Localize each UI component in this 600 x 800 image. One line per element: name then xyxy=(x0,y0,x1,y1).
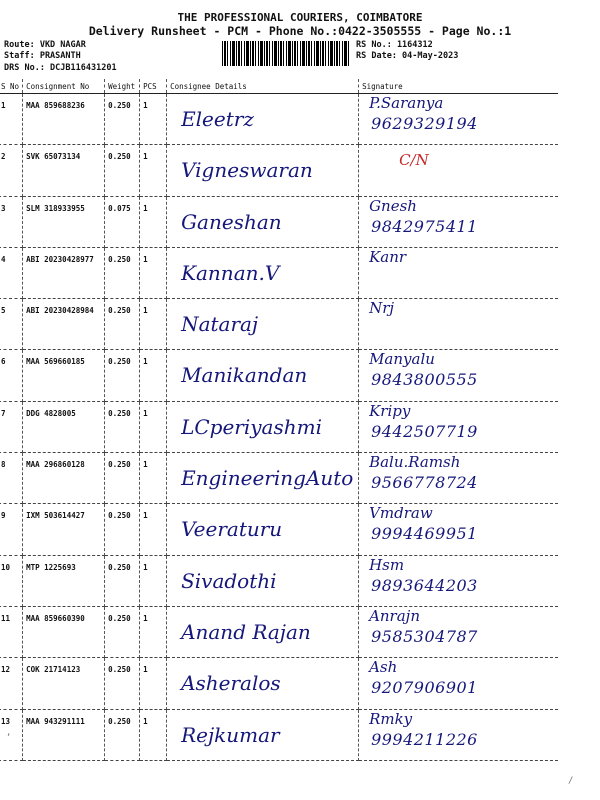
signature-phone: 9994469951 xyxy=(371,524,478,544)
row-sno: 8 xyxy=(0,453,23,504)
row-consignee-cell xyxy=(167,350,359,401)
row-sno: 3 xyxy=(0,196,23,247)
signature-phone: 9893644203 xyxy=(371,575,478,595)
row-consignment-no: SVK 65073134 xyxy=(23,145,105,196)
signature-phone: 9585304787 xyxy=(371,626,478,646)
runsheet-table xyxy=(0,79,558,761)
row-consignee-cell xyxy=(167,145,359,196)
table-row xyxy=(0,555,558,606)
row-consignee-cell xyxy=(167,94,359,145)
drs-number: DRS No.: DCJB116431201 xyxy=(4,63,117,73)
row-consignment-no: IXM 503614427 xyxy=(23,504,105,555)
row-sno: 7 xyxy=(0,401,23,452)
row-consignee-cell xyxy=(167,401,359,452)
row-signature-cell xyxy=(359,247,558,298)
consignee-handwriting: Veeraturu xyxy=(181,517,283,542)
row-signature-cell xyxy=(359,299,558,350)
row-weight: 0.250 xyxy=(105,658,140,709)
row-pcs: 1 xyxy=(140,658,167,709)
row-consignment-no: MAA 859660390 xyxy=(23,606,105,657)
row-pcs: 1 xyxy=(140,606,167,657)
row-signature-cell xyxy=(359,94,558,145)
table-row xyxy=(0,145,558,196)
row-weight: 0.250 xyxy=(105,555,140,606)
row-pcs: 1 xyxy=(140,299,167,350)
row-weight: 0.075 xyxy=(105,196,140,247)
row-weight: 0.250 xyxy=(105,94,140,145)
row-consignment-no: ABI 20230428977 xyxy=(23,247,105,298)
signature-handwriting: Vmdraw xyxy=(369,504,433,523)
consignee-handwriting: Sivadothi xyxy=(181,568,277,593)
row-weight: 0.250 xyxy=(105,145,140,196)
row-weight: 0.250 xyxy=(105,401,140,452)
table-row xyxy=(0,196,558,247)
row-consignment-no: COK 21714123 xyxy=(23,658,105,709)
row-consignment-no: DDG 4828005 xyxy=(23,401,105,452)
row-sno: 2 xyxy=(0,145,23,196)
signature-phone: 9442507719 xyxy=(371,421,478,441)
row-consignment-no: SLM 318933955 xyxy=(23,196,105,247)
row-signature-cell xyxy=(359,401,558,452)
barcode xyxy=(222,41,350,66)
table-row xyxy=(0,658,558,709)
row-pcs: 1 xyxy=(140,453,167,504)
signature-phone: 9207906901 xyxy=(371,678,478,698)
signature-handwriting: Manyalu xyxy=(369,350,435,369)
signature-phone: 9629329194 xyxy=(371,114,478,133)
col-sno: S No xyxy=(0,79,23,94)
row-signature-cell xyxy=(359,658,558,709)
row-weight: 0.250 xyxy=(105,606,140,657)
row-consignee-cell xyxy=(167,658,359,709)
row-consignment-no: MAA 569660185 xyxy=(23,350,105,401)
row-consignee-cell xyxy=(167,196,359,247)
table-row xyxy=(0,504,558,555)
table-row xyxy=(0,453,558,504)
row-signature-cell xyxy=(359,350,558,401)
col-consignee: Consignee Details xyxy=(167,79,359,94)
row-signature-cell xyxy=(359,606,558,657)
row-pcs: 1 xyxy=(140,401,167,452)
row-pcs: 1 xyxy=(140,145,167,196)
table-row xyxy=(0,350,558,401)
row-sno: 11 xyxy=(0,606,23,657)
row-sno: 6 xyxy=(0,350,23,401)
staff-label: Staff: PRASANTH xyxy=(4,51,81,61)
signature-handwriting: Balu.Ramsh xyxy=(369,453,461,472)
table-row xyxy=(0,709,558,760)
row-pcs: 1 xyxy=(140,196,167,247)
signature-phone: 9842975411 xyxy=(371,216,478,236)
col-weight: Weight xyxy=(105,79,140,94)
row-consignment-no: MAA 296860128 xyxy=(23,453,105,504)
row-pcs: 1 xyxy=(140,555,167,606)
consignee-handwriting: Nataraj xyxy=(181,312,259,337)
consignee-handwriting: Rejkumar xyxy=(181,722,280,747)
row-sno: 1 xyxy=(0,94,23,145)
row-consignment-no: MTP 1225693 xyxy=(23,555,105,606)
consignee-handwriting: EngineeringAuto xyxy=(181,466,354,491)
row-consignee-cell xyxy=(167,299,359,350)
row-sno: 10 xyxy=(0,555,23,606)
table-row xyxy=(0,401,558,452)
row-consignee-cell xyxy=(167,709,359,760)
row-sno: 13 xyxy=(0,709,23,760)
row-pcs: 1 xyxy=(140,94,167,145)
col-signature: Signature xyxy=(359,79,558,94)
row-consignment-no: MAA 943291111 xyxy=(23,709,105,760)
row-sno: 4 xyxy=(0,247,23,298)
rs-number: RS No.: 1164312 xyxy=(356,40,433,50)
table-row xyxy=(0,247,558,298)
signature-handwriting: Rmky xyxy=(369,709,413,728)
row-signature-cell xyxy=(359,709,558,760)
consignee-handwriting: LCperiyashmi xyxy=(181,414,322,439)
row-pcs: 1 xyxy=(140,350,167,401)
row-signature-cell xyxy=(359,145,558,196)
table-header-row xyxy=(0,79,558,94)
table-row xyxy=(0,299,558,350)
signature-handwriting: Kanr xyxy=(369,247,407,266)
row-consignment-no: MAA 859688236 xyxy=(23,94,105,145)
row-signature-cell xyxy=(359,555,558,606)
route-label: Route: VKD NAGAR xyxy=(4,40,86,50)
signature-handwriting: Nrj xyxy=(369,299,395,318)
runsheet-subtitle: Delivery Runsheet - PCM - Phone No.:0422-3505555 - Page No.:1 xyxy=(88,24,512,38)
row-signature-cell xyxy=(359,196,558,247)
row-sno: 12 xyxy=(0,658,23,709)
consignee-handwriting: Kannan.V xyxy=(181,260,280,285)
consignee-handwriting: Ganeshan xyxy=(181,209,282,234)
stray-mark: , xyxy=(6,728,12,738)
row-pcs: 1 xyxy=(140,247,167,298)
col-consignment: Consignment No xyxy=(23,79,105,94)
row-sno: 9 xyxy=(0,504,23,555)
stray-mark: / xyxy=(568,776,574,786)
consignee-handwriting: Asheralos xyxy=(181,671,281,696)
signature-note: C/N xyxy=(399,151,429,170)
row-signature-cell xyxy=(359,504,558,555)
row-consignee-cell xyxy=(167,555,359,606)
row-pcs: 1 xyxy=(140,504,167,555)
row-consignment-no: ABI 20230428984 xyxy=(23,299,105,350)
signature-handwriting: Gnesh xyxy=(369,196,417,215)
row-weight: 0.250 xyxy=(105,247,140,298)
consignee-handwriting: Anand Rajan xyxy=(181,619,311,644)
table-row xyxy=(0,606,558,657)
row-signature-cell xyxy=(359,453,558,504)
row-weight: 0.250 xyxy=(105,709,140,760)
row-pcs: 1 xyxy=(140,709,167,760)
row-consignee-cell xyxy=(167,247,359,298)
signature-handwriting: Anrajn xyxy=(369,606,420,625)
signature-phone: 9994211226 xyxy=(371,729,478,749)
row-consignee-cell xyxy=(167,504,359,555)
row-consignee-cell xyxy=(167,606,359,657)
row-weight: 0.250 xyxy=(105,504,140,555)
row-weight: 0.250 xyxy=(105,453,140,504)
row-weight: 0.250 xyxy=(105,299,140,350)
signature-handwriting: P.Saranya xyxy=(369,94,444,112)
company-name: THE PROFESSIONAL COURIERS, COIMBATORE xyxy=(177,11,423,24)
rs-date: RS Date: 04-May-2023 xyxy=(356,51,459,61)
signature-handwriting: Hsm xyxy=(369,555,405,574)
row-weight: 0.250 xyxy=(105,350,140,401)
consignee-handwriting: Vigneswaran xyxy=(181,158,313,183)
signature-phone: 9566778724 xyxy=(371,473,478,493)
col-pcs: PCS xyxy=(140,79,167,94)
signature-phone: 9843800555 xyxy=(371,370,478,390)
row-consignee-cell xyxy=(167,453,359,504)
consignee-handwriting: Manikandan xyxy=(181,363,308,388)
table-row xyxy=(0,94,558,145)
consignee-handwriting: Eleetrz xyxy=(181,107,254,131)
signature-handwriting: Kripy xyxy=(369,401,411,420)
row-sno: 5 xyxy=(0,299,23,350)
signature-handwriting: Ash xyxy=(369,658,398,677)
